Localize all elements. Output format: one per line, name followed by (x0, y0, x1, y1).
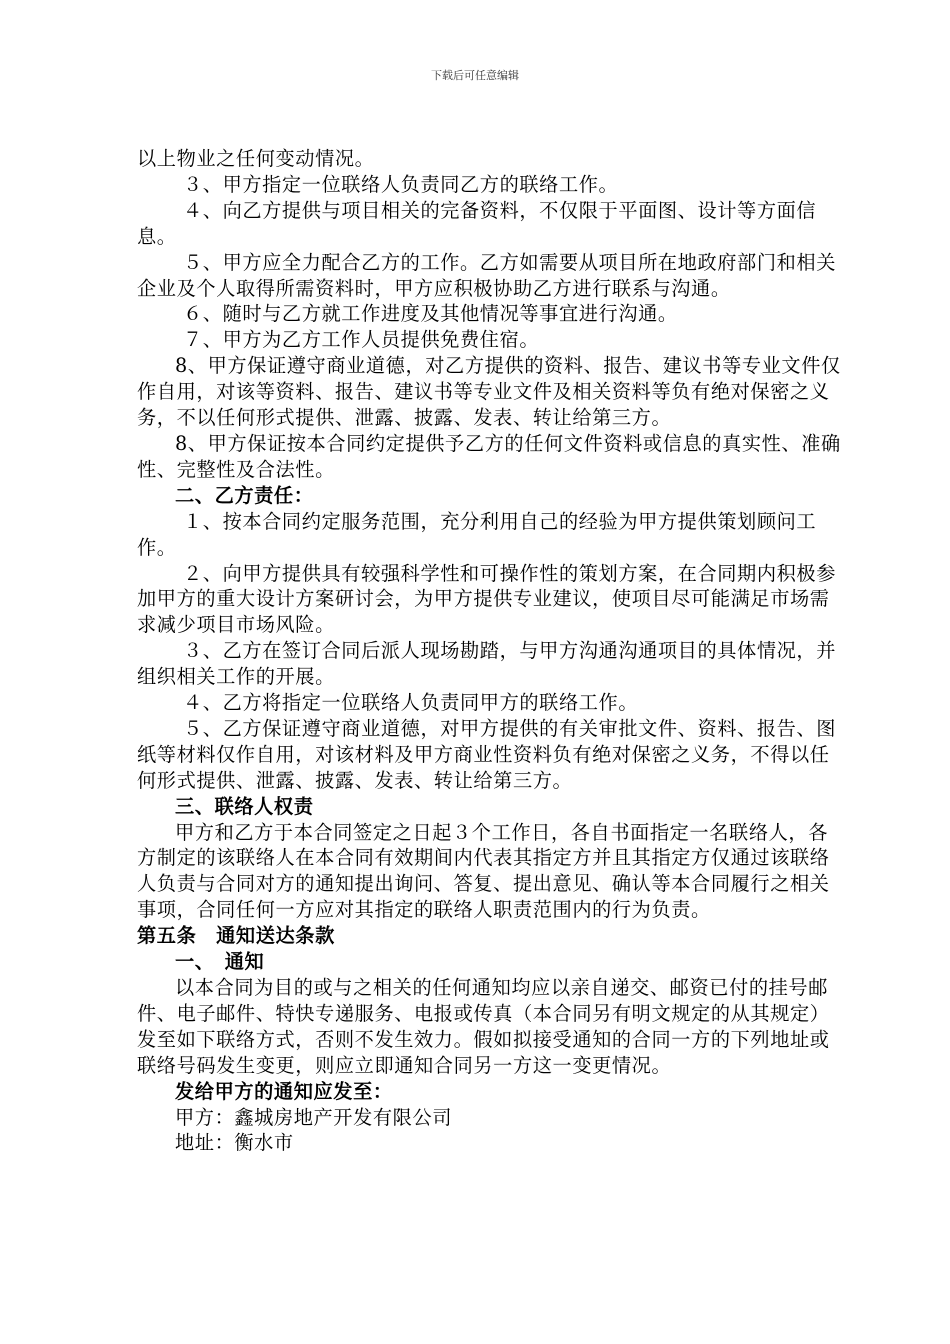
paragraph: １、按本合同约定服务范围，充分利用自己的经验为甲方提供策划顾问工作。 (137, 509, 817, 559)
paragraph: 以上物业之任何变动情况。 (137, 147, 375, 170)
section-heading: 三、联络人权责 (175, 794, 314, 818)
paragraph: 以本合同为目的或与之相关的任何通知均应以亲自递交、邮资已付的挂号邮件、电子邮件、特快专递服务、电报或传真（本合同另有明文规定的从其规定）发至如下联络方式，否则不发生效力。假如拟接受通知的合同一方的下列地址或联络号码发生变更，则应立即通知合同另一方这一变更情况。 (137, 976, 830, 1077)
paragraph: ５、乙方保证遵守商业道德，对甲方提供的有关审批文件、资料、报告、图纸等材料仅作自用，对该材料及甲方商业性资料负有绝对保密之义务，不得以任何形式提供、泄露、披露、发表、转让给第三方。 (137, 716, 836, 792)
paragraph: ３、乙方在签订合同后派人现场勘踏，与甲方沟通沟通项目的具体情况，并组织相关工作的开展。 (137, 639, 836, 689)
document-body (137, 146, 845, 1156)
subsection-heading: 一、 通知 (175, 950, 265, 974)
paragraph: 8、甲方保证按本合同约定提供予乙方的任何文件资料或信息的真实性、准确性、完整性及合法性。 (137, 431, 841, 481)
paragraph: ４、向乙方提供与项目相关的完备资料，不仅限于平面图、设计等方面信息。 (137, 198, 817, 248)
article-heading: 第五条 通知送达条款 (137, 924, 335, 948)
paragraph: ２、向甲方提供具有较强科学性和可操作性的策划方案，在合同期内积极参加甲方的重大设计方案研讨会，为甲方提供专业建议，使项目尽可能满足市场需求减少项目市场风险。 (137, 561, 836, 637)
paragraph: ４、乙方将指定一位联络人负责同甲方的联络工作。 (183, 691, 639, 715)
paragraph: ６、随时与乙方就工作进度及其他情况等事宜进行沟通。 (183, 302, 678, 326)
section-heading: 二、乙方责任： (175, 483, 314, 507)
paragraph: ７、甲方为乙方工作人员提供免费住宿。 (183, 328, 540, 352)
paragraph: 甲方和乙方于本合同签定之日起３个工作日，各自书面指定一名联络人，各方制定的该联络人在本合同有效期间内代表其指定方并且其指定方仅通过该联络人负责与合同对方的通知提出询问、答复、提出意见、确认等本合同履行之相关事项，合同任何一方应对其指定的联络人职责范围内的行为负责。 (137, 820, 830, 922)
paragraph: ３、甲方指定一位联络人负责同乙方的联络工作。 (183, 172, 619, 196)
paragraph: 8、甲方保证遵守商业道德，对乙方提供的资料、报告、建议书等专业文件仅作自用，对该等资料、报告、建议书等专业文件及相关资料等负有绝对保密之义务，不以任何形式提供、泄露、披露、发表、转让给第三方。 (137, 354, 841, 430)
party-address: 地址：衡水市 (175, 1131, 294, 1155)
party-name: 甲方：鑫城房地产开发有限公司 (175, 1105, 453, 1129)
header-note: 下载后可任意编辑 (431, 69, 519, 82)
paragraph: ５、甲方应全力配合乙方的工作。乙方如需要从项目所在地政府部门和相关企业及个人取得所需资料时，甲方应积极协助乙方进行联系与沟通。 (137, 250, 836, 300)
recipient-heading: 发给甲方的通知应发至： (175, 1079, 393, 1103)
